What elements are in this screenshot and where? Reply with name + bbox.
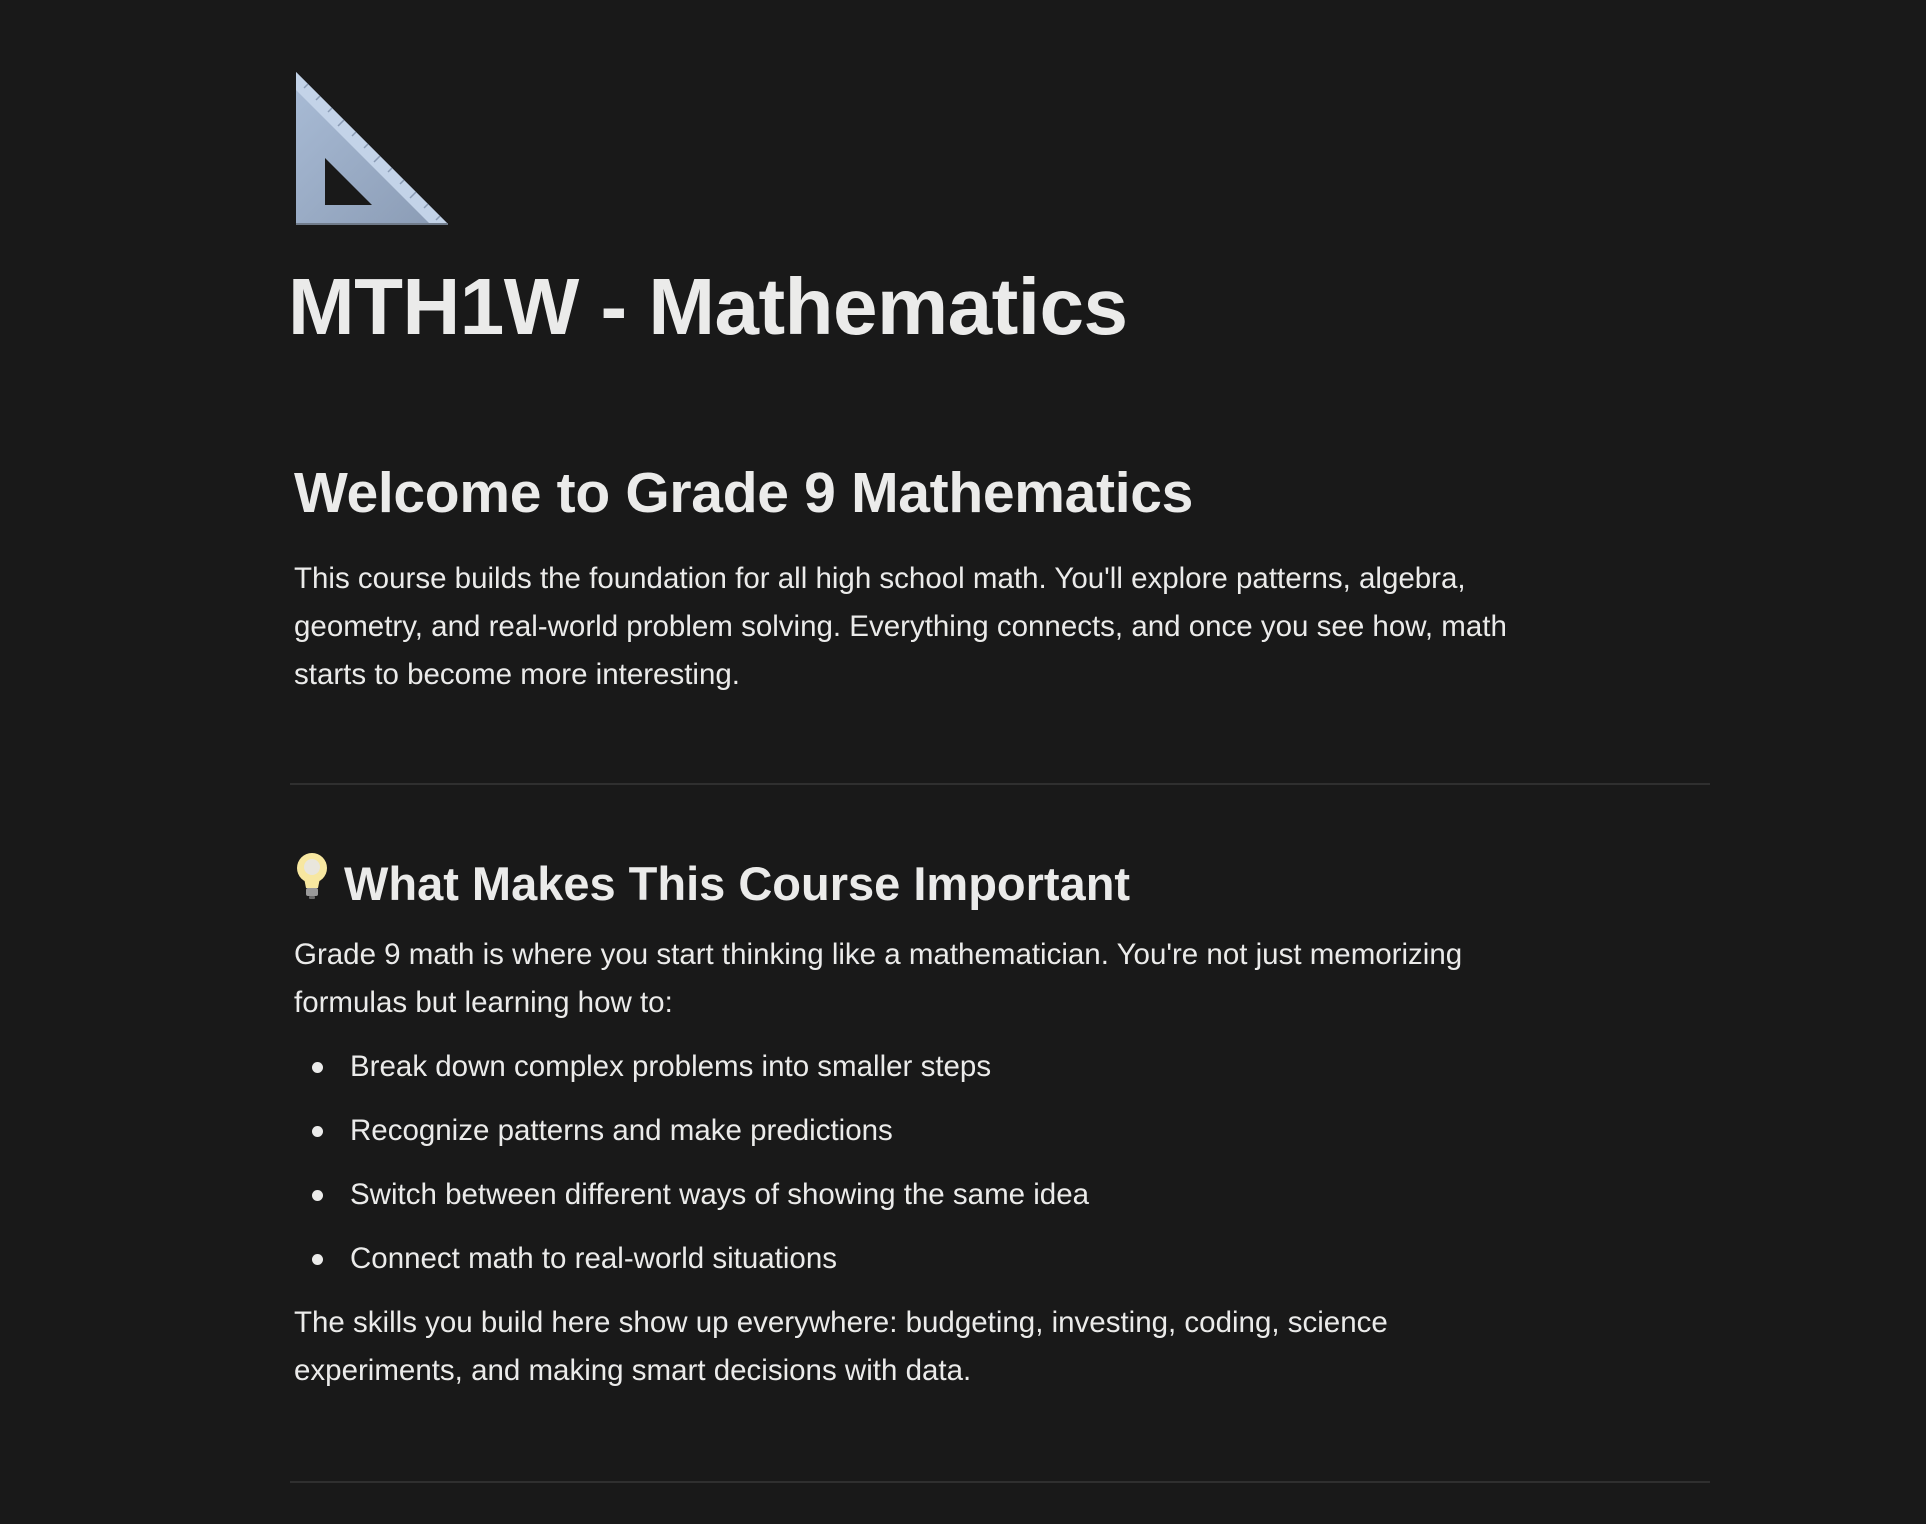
divider xyxy=(290,783,1710,785)
triangular-ruler-icon[interactable] xyxy=(294,70,450,226)
importance-heading xyxy=(294,852,1130,915)
bullet-icon xyxy=(312,1126,323,1137)
skills-list xyxy=(294,1042,1089,1298)
importance-heading-text: What Makes This Course Important xyxy=(344,856,1131,910)
welcome-paragraph xyxy=(294,555,1507,699)
text-line: Grade 9 math is where you start thinking like a mathematician. You're not just memorizing xyxy=(294,938,1463,971)
list-item xyxy=(294,1170,1089,1234)
text-line: geometry, and real-world problem solving. Everything connects, and once you see how, math xyxy=(294,610,1507,643)
list-item-text: Recognize patterns and make predictions xyxy=(350,1114,893,1147)
importance-outro xyxy=(294,1299,1388,1395)
list-item-text: Switch between different ways of showing the same idea xyxy=(350,1178,1090,1211)
text-line: This course builds the foundation for all high school math. You'll explore patterns, algebra, xyxy=(294,562,1466,595)
list-item xyxy=(294,1234,1089,1298)
list-item xyxy=(294,1042,1089,1106)
list-item-text: Break down complex problems into smaller steps xyxy=(350,1050,992,1083)
text-line: formulas but learning how to: xyxy=(294,986,673,1019)
page-title[interactable]: MTH1W - Mathematics xyxy=(288,262,1128,351)
list-item-text: Connect math to real-world situations xyxy=(350,1242,837,1275)
list-item xyxy=(294,1106,1089,1170)
text-line: experiments, and making smart decisions with data. xyxy=(294,1354,972,1387)
light-bulb-icon xyxy=(294,852,330,915)
text-line: The skills you build here show up everywhere: budgeting, investing, coding, science xyxy=(294,1306,1388,1339)
divider xyxy=(290,1481,1710,1483)
bullet-icon xyxy=(312,1254,323,1265)
welcome-heading: Welcome to Grade 9 Mathematics xyxy=(294,461,1194,525)
importance-intro xyxy=(294,931,1462,1027)
bullet-icon xyxy=(312,1062,323,1073)
text-line: starts to become more interesting. xyxy=(294,658,740,691)
bullet-icon xyxy=(312,1190,323,1201)
